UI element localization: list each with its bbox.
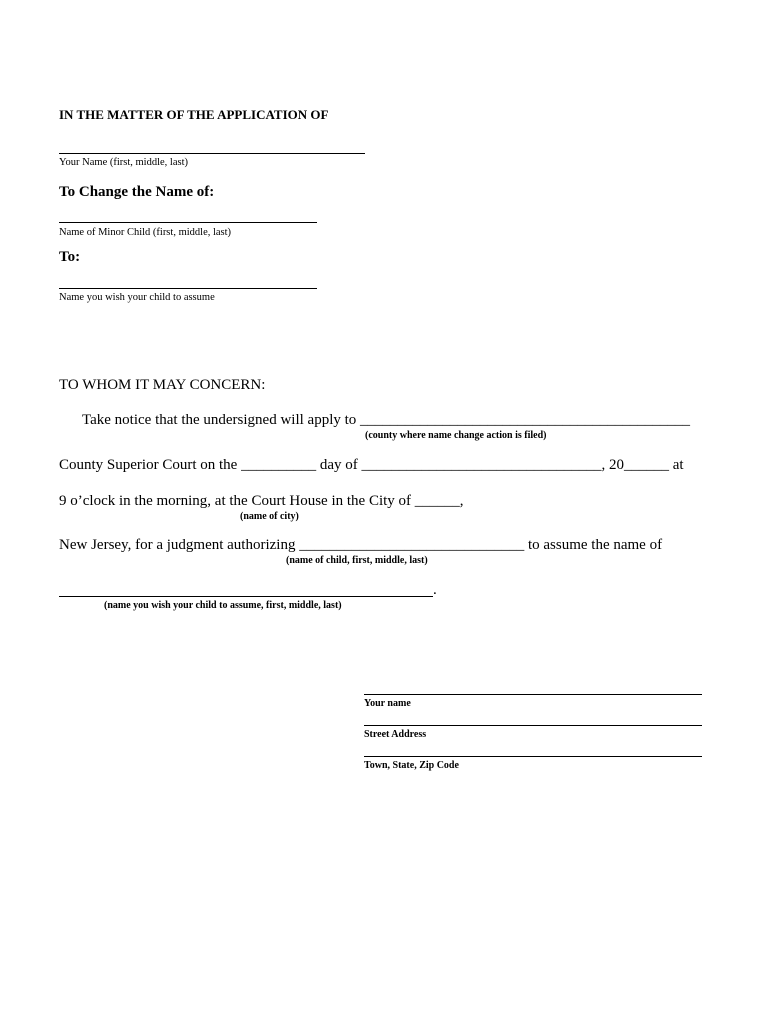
your-name-signature-label: Your name — [364, 698, 411, 709]
town-state-zip-label: Town, State, Zip Code — [364, 760, 459, 771]
your-name-line — [59, 153, 365, 154]
assumed-name-line — [59, 596, 433, 597]
child-name-caption: (name of child, first, middle, last) — [286, 555, 428, 566]
notice-line-4: New Jersey, for a judgment authorizing ______________________________ to assume the name of — [59, 537, 663, 553]
minor-child-line — [59, 222, 317, 223]
new-name-caption: Name you wish your child to assume — [59, 292, 215, 303]
town-state-zip-line — [364, 756, 702, 757]
assumed-name-period: . — [433, 582, 437, 598]
city-caption: (name of city) — [240, 511, 299, 522]
your-name-signature-line — [364, 694, 702, 695]
assumed-name-caption: (name you wish your child to assume, first, middle, last) — [104, 600, 342, 611]
notice-line-2: County Superior Court on the __________ day of ________________________________, 20______ at — [59, 457, 684, 473]
your-name-caption: Your Name (first, middle, last) — [59, 157, 188, 168]
minor-child-caption: Name of Minor Child (first, middle, last) — [59, 227, 232, 238]
change-name-heading: To Change the Name of: — [59, 184, 215, 200]
street-address-line — [364, 725, 702, 726]
county-caption: (county where name change action is filed) — [365, 430, 547, 441]
to-heading: To: — [59, 249, 81, 265]
street-address-label: Street Address — [364, 729, 427, 740]
notice-line-3: 9 o’clock in the morning, at the Court House in the City of ______, — [59, 493, 464, 509]
document-title: IN THE MATTER OF THE APPLICATION OF — [59, 107, 329, 122]
salutation: TO WHOM IT MAY CONCERN: — [59, 377, 266, 393]
notice-line-1: Take notice that the undersigned will apply to ____________________________________________ — [82, 412, 691, 428]
new-name-line — [59, 288, 317, 289]
